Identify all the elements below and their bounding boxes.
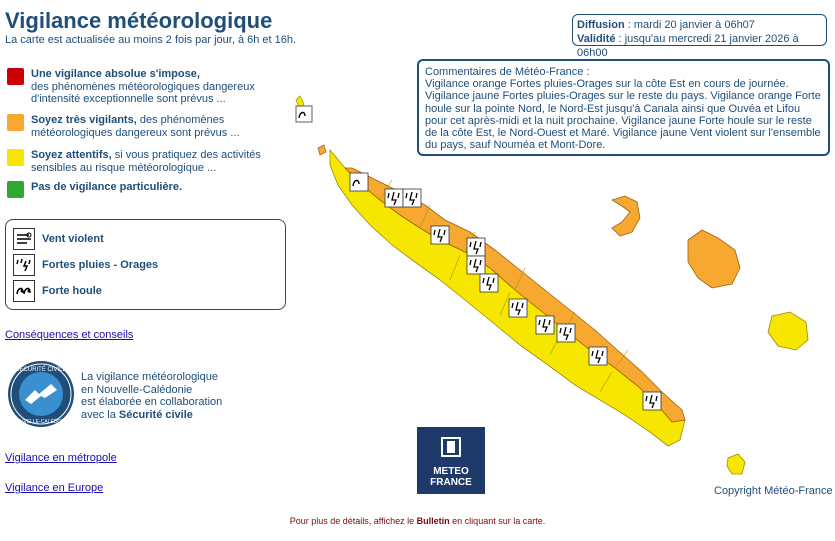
phenomenon-wind (13, 228, 104, 250)
wind-icon (13, 228, 35, 250)
rain-storm-icon (13, 254, 35, 276)
map-rain-storm-icon (385, 189, 403, 207)
logo-meteo: METEO (433, 466, 469, 477)
phenomenon-wave-label: Forte houle (42, 285, 102, 297)
sc-line4-bold: Sécurité civile (118, 408, 193, 421)
legend-yellow-bold: Soyez attentifs, (31, 149, 112, 161)
map-rain-storm-icon (557, 324, 575, 342)
map-rain-storm-icon (467, 256, 485, 274)
phenomenon-rain (13, 254, 158, 276)
wave-icon (13, 280, 35, 302)
legend-yellow-text: si vous pratiquez des activités sensibles au risque météorologique ... (31, 149, 261, 174)
red-swatch (7, 68, 24, 85)
ile-des-pins[interactable] (727, 454, 745, 474)
phenomenon-wind-label: Vent violent (42, 233, 104, 245)
meteo-france-logo (417, 427, 485, 494)
map-rain-storm-icon (467, 238, 485, 256)
sc-line3: est élaborée en collaboration (81, 396, 223, 408)
securite-civile-text (81, 371, 222, 421)
sc-line4-prefix: avec la (81, 408, 119, 421)
consequences-link[interactable]: Conséquences et conseils (5, 329, 134, 341)
legend-red-text: des phénomènes météorologiques dangereux d'intensité exceptionnelle sont prévus ... (31, 80, 255, 105)
lifou-island[interactable] (688, 230, 740, 288)
map-rain-storm-icon (431, 226, 449, 244)
logo-bottom-text: NOUVELLE-CALÉDONIE (12, 419, 70, 425)
legend-orange-text: des phénomènes météorologiques dangereux sont prévus ... (31, 114, 240, 139)
ouvea-island[interactable] (612, 196, 640, 236)
footer-suffix: en cliquant sur la carte. (449, 516, 546, 526)
map-wave-icon (296, 106, 312, 122)
securite-civile-logo (7, 360, 75, 428)
map-rain-storm-icon (480, 274, 498, 292)
legend-orange-bold: Soyez très vigilants, (31, 114, 137, 126)
meteo-france-commentary (417, 59, 830, 156)
metropole-link[interactable]: Vigilance en métropole (5, 452, 117, 464)
legend-red-bold: Une vigilance absolue s'impose, (31, 68, 200, 80)
phenomenon-wave (13, 280, 102, 302)
copyright: Copyright Météo-France (714, 485, 833, 497)
phenomena-legend (5, 219, 286, 310)
commentary-heading: Commentaires de Météo-France : (425, 66, 590, 78)
sc-line1: La vigilance météorologique (81, 371, 218, 383)
europe-link[interactable]: Vigilance en Europe (5, 482, 104, 494)
footer-prefix: Pour plus de détails, affichez le (289, 516, 417, 526)
footer-bulletin-link[interactable]: Bulletin (416, 516, 450, 526)
logo-top-text: SÉCURITÉ CIVILE (15, 367, 67, 373)
mare-island[interactable] (768, 312, 808, 350)
page-title: Vigilance météorologique (5, 8, 273, 33)
yellow-swatch (7, 149, 24, 166)
meteo-france-emblem-icon (439, 435, 463, 459)
map-rain-storm-icon (509, 299, 527, 317)
map-rain-storm-icon (643, 392, 661, 410)
sc-line2: en Nouvelle-Calédonie (81, 383, 193, 396)
diffusion-box (572, 14, 827, 59)
phenomenon-rain-label: Fortes pluies - Orages (42, 259, 159, 271)
legend-green-bold: Pas de vigilance particulière. (31, 181, 183, 193)
map-rain-storm-icon (536, 316, 554, 334)
commentary-body: Vigilance orange Fortes pluies-Orages sur la côte Est en cours de journée. Vigilance jaune Fortes pluies-Orages sur le reste du pays. Vigilance orange Forte houle sur la pointe Nord, le Nord-Est jusqu'à Canala ainsi que Ouvéa et Lifou pour cet après-midi et la nuit prochaine. Vigilance jaune Forte houle sur le reste de la côte Est, le Nord-Ouest et Maré. Vigilance jaune Vent violent sur l'ensemble du pays, sauf Nouméa et Mont-Dore. (425, 78, 821, 152)
validite-label: Validité (577, 33, 616, 45)
orange-swatch (7, 114, 24, 131)
map-wave-icon (350, 173, 368, 191)
north-islet[interactable] (318, 145, 326, 155)
diffusion-value: : mardi 20 janvier à 06h07 (624, 19, 755, 31)
page-subtitle: La carte est actualisée au moins 2 fois par jour, à 6h et 16h. (5, 34, 297, 46)
footer-note (0, 516, 835, 526)
logo-france: FRANCE (430, 477, 472, 488)
validite-value: : jusqu'au mercredi 21 janvier 2026 à 06h00 (577, 33, 799, 59)
map-rain-storm-icon (403, 189, 421, 207)
map-rain-storm-icon (589, 347, 607, 365)
green-swatch (7, 181, 24, 198)
diffusion-label: Diffusion (577, 19, 625, 31)
